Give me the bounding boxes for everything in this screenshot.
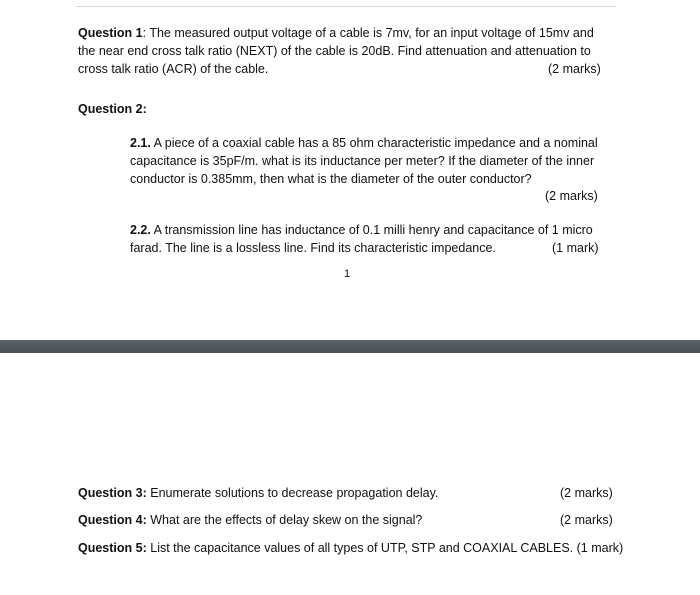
question-2-1-marks: (2 marks) [545, 189, 598, 203]
question-4-label: Question 4: [78, 513, 147, 527]
question-2-2-text: A transmission line has inductance of 0.1 milli henry and capacitance of 1 micro farad. The line is a lossless line. Find its characteristic impedance. [130, 223, 593, 255]
question-3 [78, 484, 438, 502]
question-2-2-marks: (1 mark) [552, 241, 599, 255]
question-2-2 [130, 221, 625, 257]
question-4 [78, 511, 422, 529]
question-2-heading: Question 2: [78, 102, 147, 116]
question-2-2-label: 2.2. [130, 223, 151, 237]
question-4-text: What are the effects of delay skew on the signal? [146, 513, 423, 527]
question-5-marks: (1 mark) [576, 541, 624, 555]
question-2-1 [130, 134, 626, 188]
question-1-text: : The measured output voltage of a cable is 7mv, for an input voltage of 15mv and the near end cross talk ratio (NEXT) of the cable is 20dB. Find attenuation and attenuation to cross talk ratio (ACR) of the cable. [78, 26, 594, 76]
question-5-text: List the capacitance values of all types of UTP, STP and COAXIAL CABLES. [146, 541, 574, 555]
header-rule [76, 6, 616, 7]
document-page-2 [0, 353, 700, 595]
question-3-marks: (2 marks) [560, 486, 613, 500]
question-3-text: Enumerate solutions to decrease propagation delay. [146, 486, 439, 500]
question-4-marks: (2 marks) [560, 513, 613, 527]
question-2-1-text: A piece of a coaxial cable has a 85 ohm characteristic impedance and a nominal capacitance is 35pF/m. what is its inductance per meter? If the diameter of the inner conductor is 0.385mm, then what is the diameter of the outer conductor? [130, 136, 598, 186]
question-5-label: Question 5: [78, 541, 147, 555]
question-3-label: Question 3: [78, 486, 147, 500]
question-1-marks: (2 marks) [548, 62, 601, 76]
question-1 [78, 24, 608, 78]
question-5 [78, 539, 623, 557]
page-separator [0, 340, 700, 353]
question-2-1-label: 2.1. [130, 136, 151, 150]
question-1-label: Question 1 [78, 26, 143, 40]
page-number: 1 [344, 268, 351, 280]
